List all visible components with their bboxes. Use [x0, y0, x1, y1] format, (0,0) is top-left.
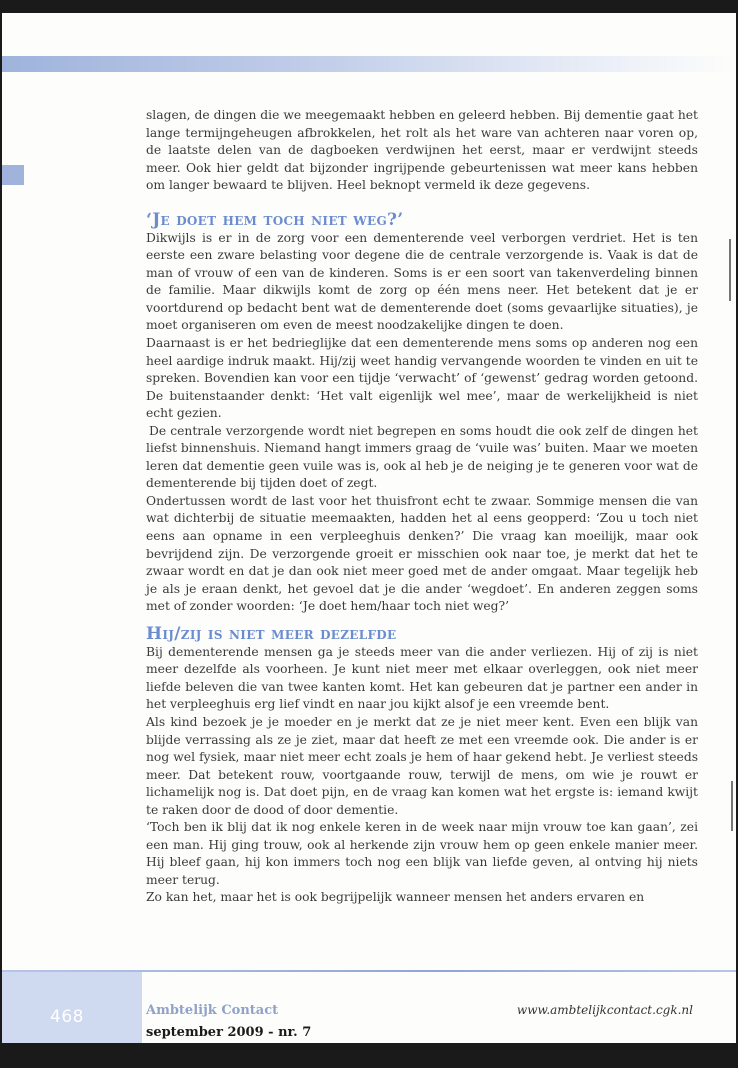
section-heading-hij-zij-is-niet-meer-dezelfde: Hij/zij is niet meer dezelfde: [146, 623, 397, 644]
paragraph: Daarnaast is er het bedrieglijke dat een dementerende mens soms op anderen nog een heel aardige indruk maakt. Hij/zij weet handig vervangende woorden te vinden en uit te spreken. Bovendien kan voor een tijdje ‘verwacht’ of ‘gewenst’ gedrag worden getoond. De buitenstaander denkt: ‘Het valt eigenlijk wel mee’, maar de werkelijkheid is niet echt gezien.: [146, 336, 698, 421]
paragraph: Bij dementerende mensen ga je steeds meer van die ander verliezen. Hij of zij is niet meer dezelfde als voorheen. Je kunt niet meer met elkaar overleggen, ook niet meer liefde beleven die van twee kanten komt. Het kan gebeuren dat je partner een ander in het verpleeghuis erg lief vindt en naar jou kijkt alsof je een vreemde bent.: [146, 644, 698, 712]
scan-artifact-mark: [729, 239, 731, 301]
paragraph: ‘Toch ben ik blij dat ik nog enkele keren in de week naar mijn vrouw toe kan gaan’, zei een man. Hij ging trouw, ook al herkende zijn vrouw hem op geen enkele manier meer. Hij bleef gaan, hij kon immers toch nog een blijk van liefde geven, al ontving hij niets meer terug.: [146, 820, 698, 887]
magazine-page: [2, 13, 736, 1043]
section-heading-je-doet-hem-toch-niet-weg: ‘Je doet hem toch niet weg?’: [146, 209, 404, 230]
paragraph: Zo kan het, maar het is ook begrijpelijk wanneer mensen het anders ervaren en: [146, 890, 645, 905]
scan-artifact-mark: [731, 781, 733, 831]
article-body: [146, 107, 698, 907]
paragraph: Dikwijls is er in de zorg voor een dementerende veel verborgen verdriet. Het is ten eerste een zware belasting voor degene die de centrale verzorgende is. Vaak is dat de man of vrouw of een van de kinderen. Soms is er een soort van takenverdeling binnen de familie. Maar dikwijls komt de zorg op één mens neer. Het betekent dat je er voortdurend op bedacht bent wat de dementerende doet (soms gevaarlijke situaties), je moet organiseren om even de meest noodzakelijke dingen te doen.: [146, 230, 698, 333]
paragraph: De centrale verzorgende wordt niet begrepen en soms houdt die ook zelf de dingen het liefst binnenshuis. Niemand hangt immers graag de ‘vuile was’ buiten. Maar we moeten leren dat dementie geen vuile was is, ook al heb je de neiging je te generen voor wat de dementerende bij tijden doet of zegt.: [146, 423, 698, 491]
paragraph: Als kind bezoek je je moeder en je merkt dat ze je niet meer kent. Even een blijk van blijde verrassing als ze je ziet, maar dat heeft ze met een vreemde ook. Die ander is er nog wel fysiek, maar niet meer echt zoals je hem of haar gekend hebt. Je verliest steeds meer. Dat betekent rouw, voortgaande rouw, terwijl de mens, om wie je rouwt er lichamelijk nog is. Dat doet pijn, en de vraag kan komen wat het ergste is: iemand kwijt te raken door de dood of door dementie.: [146, 714, 698, 817]
page-number: 468: [50, 1007, 84, 1027]
issue-label: september 2009 - nr. 7: [146, 1025, 312, 1040]
margin-tab-marker: [2, 165, 24, 185]
header-color-band: [2, 56, 736, 72]
website-url: www.ambtelijkcontact.cgk.nl: [516, 1003, 693, 1017]
paragraph-intro: slagen, de dingen die we meegemaakt hebben en geleerd hebben. Bij dementie gaat het lange termijngeheugen afbrokkelen, het rolt als het ware van achteren naar voren op, de laatste delen van de dagboeken verdwijnen het eerst, maar er verdwijnt steeds meer. Ook hier geldt dat bijzonder ingrijpende gebeurtenissen wat meer kans hebben om langer bewaard te blijven. Heel beknopt vermeld ik deze gegevens.: [146, 108, 698, 193]
magazine-title: Ambtelijk Contact: [146, 1003, 279, 1018]
paragraph: Ondertussen wordt de last voor het thuisfront echt te zwaar. Sommige mensen die van wat dichterbij de situatie meemaakten, hadden het al eens geopperd: ‘Zou u toch niet eens aan opname in een verpleeghuis denken?’ Die vraag kan moeilijk, maar ook bevrijdend zijn. De verzorgende groeit er misschien ook naar toe, je merkt dat het te zwaar wordt en dat je dan ook niet meer goed met de ander omgaat. Maar tegelijk heb je als je eraan denkt, het gevoel dat je die ander ‘wegdoet’. En anderen zeggen soms met of zonder woorden: ‘Je doet hem/haar toch niet weg?’: [146, 493, 698, 614]
